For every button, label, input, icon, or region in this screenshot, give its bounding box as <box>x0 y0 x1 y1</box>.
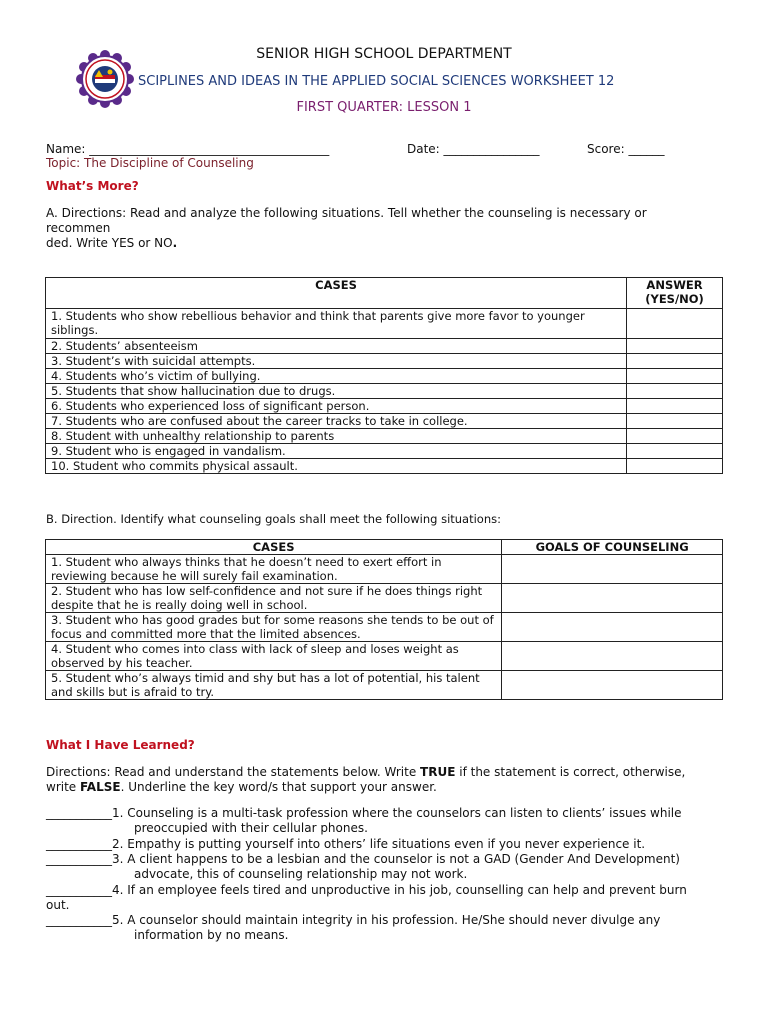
table-row: 2. Students’ absenteeism <box>46 339 723 354</box>
table-row: 5. Students that show hallucination due to drugs. <box>46 384 723 399</box>
statement-2: ___________2. Empathy is putting yourself into others’ life situations even if you never experience it. <box>46 837 646 851</box>
table-row: 3. Student’s with suicidal attempts. <box>46 354 723 369</box>
statement-3: ___________3. A client happens to be a lesbian and the counselor is not a GAD (Gender And Development) advocate, this of counseling relationship may not work. <box>46 852 680 881</box>
col-cases: CASES <box>46 540 502 555</box>
department-title: SENIOR HIGH SCHOOL DEPARTMENT <box>256 46 512 62</box>
answer-cell[interactable] <box>627 459 723 474</box>
name-field[interactable]: Name: ________________________________________ <box>46 142 330 156</box>
score-field[interactable]: Score: ______ <box>587 142 665 156</box>
answer-blank[interactable]: ___________ <box>46 806 112 820</box>
cases-table-a <box>45 277 723 474</box>
topic-line: Topic: The Discipline of Counseling <box>46 156 254 170</box>
answer-cell[interactable] <box>627 339 723 354</box>
table-header-row <box>46 540 723 555</box>
what-i-have-learned-heading: What I Have Learned? <box>46 738 195 752</box>
table-row: 4. Student who comes into class with lack of sleep and loses weight as observed by his teacher. <box>46 642 723 671</box>
answer-cell[interactable] <box>627 429 723 444</box>
table-row: 1. Student who always thinks that he doesn’t need to exert effort in reviewing because he will surely fail examination. <box>46 555 723 584</box>
table-row: 6. Students who experienced loss of significant person. <box>46 399 723 414</box>
col-goals: GOALS OF COUNSELING <box>502 540 723 555</box>
answer-cell[interactable] <box>627 444 723 459</box>
cases-table-b <box>45 539 723 700</box>
goal-cell[interactable] <box>502 555 723 584</box>
col-answer: ANSWER (YES/NO) <box>627 278 723 309</box>
answer-cell[interactable] <box>627 354 723 369</box>
goal-cell[interactable] <box>502 584 723 613</box>
table-header-row <box>46 278 723 309</box>
answer-cell[interactable] <box>627 414 723 429</box>
goal-cell[interactable] <box>502 671 723 700</box>
date-field[interactable]: Date: ________________ <box>407 142 540 156</box>
section-a-directions: A. Directions: Read and analyze the following situations. Tell whether the counseling is necessary or recommen ded. Write YES or NO. <box>46 206 647 250</box>
table-row: 4. Students who’s victim of bullying. <box>46 369 723 384</box>
answer-blank[interactable]: ___________ <box>46 883 112 897</box>
answer-blank[interactable]: ___________ <box>46 913 112 927</box>
table-row: 1. Students who show rebellious behavior and think that parents give more favor to younger siblings. <box>46 309 723 339</box>
section-b-direction: B. Direction. Identify what counseling goals shall meet the following situations: <box>46 512 501 526</box>
section-c-directions: Directions: Read and understand the statements below. Write TRUE if the statement is correct, otherwise, write FALSE. Underline the key word/s that support your answer. <box>46 765 686 794</box>
table-row: 2. Student who has low self-confidence and not sure if he does things right despite that he is really doing well in school. <box>46 584 723 613</box>
answer-cell[interactable] <box>627 309 723 339</box>
table-row: 8. Student with unhealthy relationship to parents <box>46 429 723 444</box>
answer-blank[interactable]: ___________ <box>46 837 112 851</box>
answer-cell[interactable] <box>627 369 723 384</box>
table-row: 10. Student who commits physical assault. <box>46 459 723 474</box>
answer-cell[interactable] <box>627 384 723 399</box>
worksheet-title: SCIPLINES AND IDEAS IN THE APPLIED SOCIAL SCIENCES WORKSHEET 12 <box>138 74 615 89</box>
quarter-lesson: FIRST QUARTER: LESSON 1 <box>296 100 472 115</box>
table-row: 3. Student who has good grades but for some reasons she tends to be out of focus and committed more that the limited absences. <box>46 613 723 642</box>
whats-more-heading: What’s More? <box>46 179 139 193</box>
table-row: 7. Students who are confused about the career tracks to take in college. <box>46 414 723 429</box>
col-cases: CASES <box>46 278 627 309</box>
goal-cell[interactable] <box>502 642 723 671</box>
statement-1: ___________1. Counseling is a multi-task profession where the counselors can listen to clients’ issues while preoccupied with their cellular phones. <box>46 806 682 835</box>
answer-cell[interactable] <box>627 399 723 414</box>
answer-blank[interactable]: ___________ <box>46 852 112 866</box>
table-row: 9. Student who is engaged in vandalism. <box>46 444 723 459</box>
table-row: 5. Student who’s always timid and shy but has a lot of potential, his talent and skills but is afraid to try. <box>46 671 723 700</box>
statement-4: ___________4. If an employee feels tired and unproductive in his job, counselling can help and prevent burn out. <box>46 883 687 912</box>
statement-5: ___________5. A counselor should maintain integrity in his profession. He/She should never divulge any information by no means. <box>46 913 661 942</box>
goal-cell[interactable] <box>502 613 723 642</box>
